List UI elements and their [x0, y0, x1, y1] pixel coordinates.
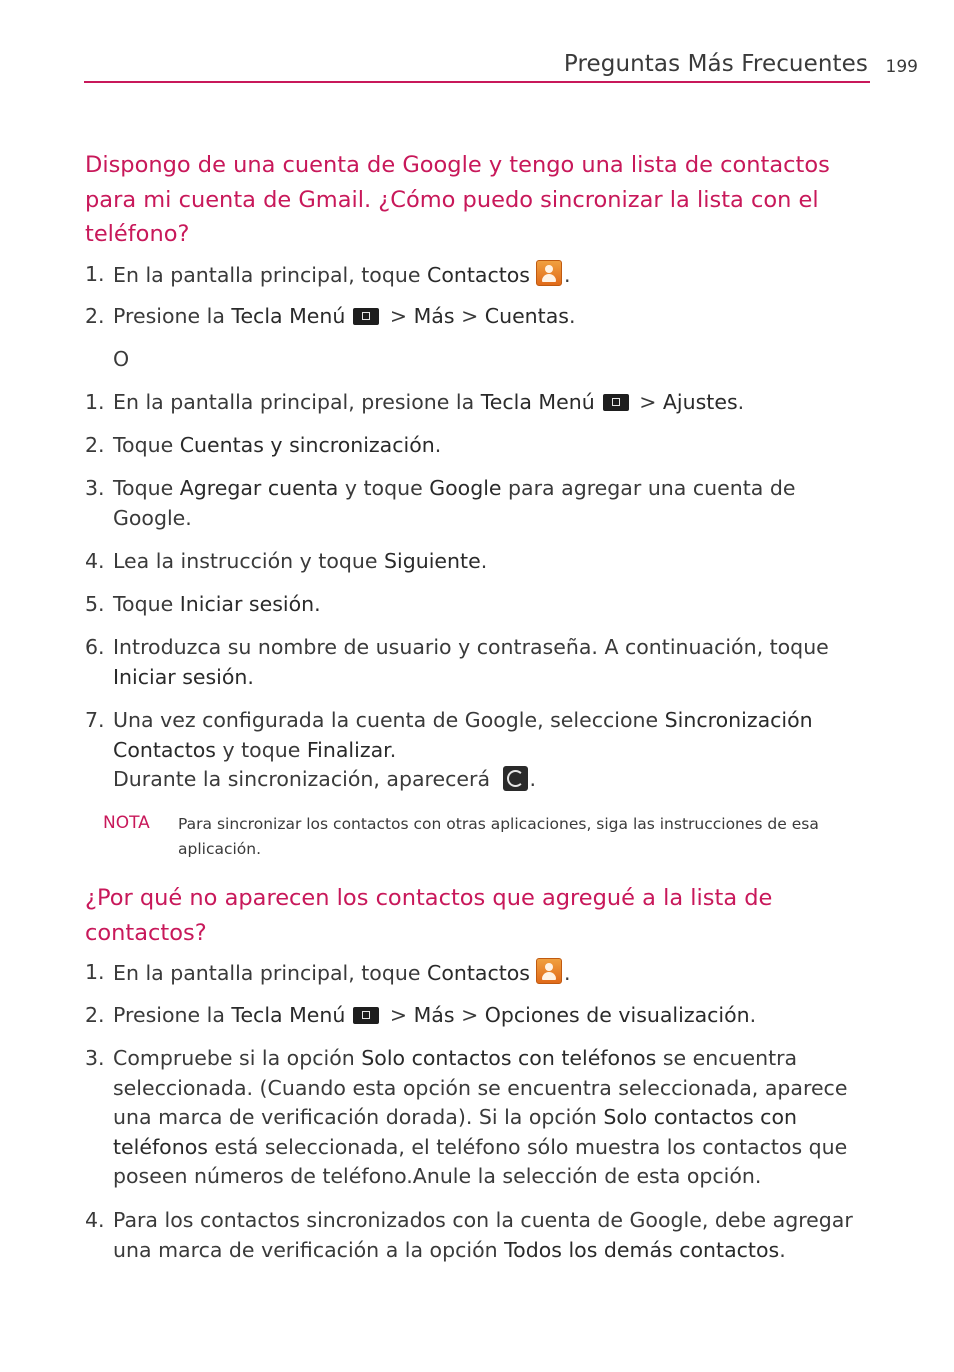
header-rule [84, 81, 870, 83]
menu-key-icon [603, 394, 629, 411]
sync-icon [503, 766, 528, 791]
contacts-app-icon [536, 260, 562, 286]
question-heading-1: Dispongo de una cuenta de Google y tengo una lista de contactos para mi cuenta de Gmail. ¿Cómo puedo sincronizar la lista con el teléfono? [85, 152, 830, 247]
page-number: 199 [885, 57, 918, 77]
contacts-app-icon [536, 958, 562, 984]
page-header [84, 50, 918, 90]
question-heading-2: ¿Por qué no aparecen los contactos que agregué a la lista de contactos? [85, 885, 773, 946]
note-label: NOTA [103, 813, 150, 833]
note-text: Para sincronizar los contactos con otras aplicaciones, siga las instrucciones de esa aplicación. [178, 815, 819, 858]
menu-key-icon [353, 1007, 379, 1024]
menu-key-icon [353, 308, 379, 325]
header-title: Preguntas Más Frecuentes [563, 51, 868, 77]
or-separator: O [113, 347, 130, 371]
